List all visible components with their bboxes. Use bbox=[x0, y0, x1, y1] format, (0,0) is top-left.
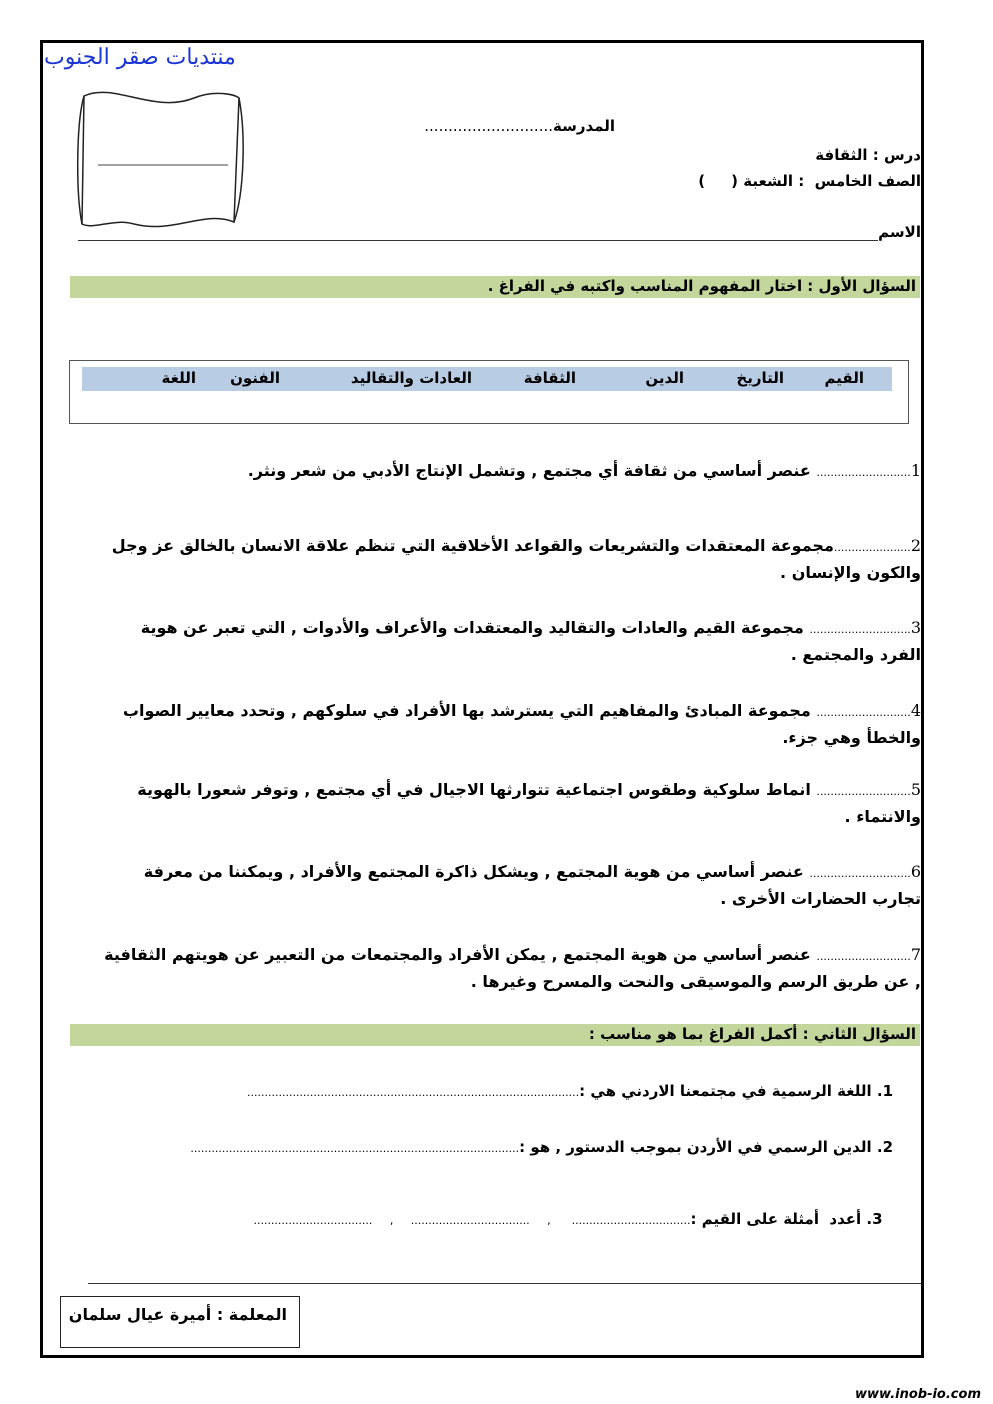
q1-item-7-text: عنصر أساسي من هوية المجتمع , يمكن الأفراد والمجتمعات من التعبير عن هويتهم الثقافية , عن طريق الرسم والموسيقى والنحت والمسرح وغيرها . bbox=[104, 945, 921, 991]
q1-item-6-number: 6 bbox=[910, 862, 921, 881]
scroll-frame-icon bbox=[74, 84, 246, 242]
q2-item-3-blank[interactable]: .................................. , .................................. , .................................. bbox=[253, 1214, 691, 1227]
teacher-name: المعلمة : أميرة عيال سلمان bbox=[68, 1305, 287, 1324]
word-arts: الفنون bbox=[230, 369, 280, 387]
q1-item-4-text: مجموعة المبادئ والمفاهيم التي يسترشد بها الأفراد في سلوكهم , وتحدد معايير الصواب والخطأ وهي جزء. bbox=[122, 701, 921, 747]
question2-title: السؤال الثاني : أكمل الفراغ بما هو مناسب : bbox=[588, 1025, 916, 1043]
question2-band bbox=[70, 1024, 920, 1046]
q2-item-3-number: 3. bbox=[866, 1210, 883, 1228]
q1-item-6-blank[interactable]: ............................. bbox=[809, 867, 911, 880]
q1-item-3-number: 3 bbox=[910, 618, 921, 637]
q1-item-1-text: عنصر أساسي من ثقافة أي مجتمع , وتشمل الإنتاج الأدبي من شعر ونثر. bbox=[247, 461, 817, 480]
q1-item-6-text: عنصر أساسي من هوية المجتمع , ويشكل ذاكرة المجتمع والأفراد , ويمكننا من معرفة تجارب الحضارات الأخرى . bbox=[143, 862, 921, 908]
word-history: التاريخ bbox=[736, 369, 784, 387]
q2-item-1-blank[interactable]: ............................................................................................... bbox=[246, 1086, 580, 1099]
q1-item-2 bbox=[101, 533, 921, 585]
q1-item-4 bbox=[101, 698, 921, 750]
name-label: الاسم bbox=[878, 223, 921, 241]
q1-item-1-number: 1 bbox=[910, 461, 921, 480]
q1-item-7-number: 7 bbox=[910, 945, 921, 964]
q2-item-1-text: اللغة الرسمية في مجتمعنا الاردني هي : bbox=[579, 1082, 872, 1100]
q1-item-2-blank[interactable]: ...................... bbox=[833, 541, 911, 554]
q1-item-2-number: 2 bbox=[910, 536, 921, 555]
word-values: القيم bbox=[824, 369, 864, 387]
q2-item-3 bbox=[253, 1192, 893, 1228]
q2-item-2 bbox=[190, 1138, 893, 1156]
footer-divider bbox=[88, 1283, 921, 1284]
school-blank[interactable]: ........................... bbox=[424, 117, 554, 135]
q2-item-1 bbox=[247, 1082, 893, 1100]
forum-name: منتديات صقر الجنوب bbox=[44, 45, 236, 70]
q1-item-5-number: 5 bbox=[910, 780, 921, 799]
q1-item-2-text: مجموعة المعتقدات والتشريعات والقواعد الأخلاقية التي تنظم علاقة الانسان بالخالق عز وجل والكون والإنسان . bbox=[111, 536, 921, 582]
q1-item-5 bbox=[101, 777, 921, 829]
q1-item-3-blank[interactable]: ............................. bbox=[809, 623, 911, 636]
q2-item-2-number: 2. bbox=[876, 1138, 893, 1156]
q2-item-2-text: الدين الرسمي في الأردن بموجب الدستور , هو : bbox=[519, 1138, 872, 1156]
q1-item-5-blank[interactable]: ........................... bbox=[816, 785, 911, 798]
q2-item-3-text: أعدد أمثلة على القيم : bbox=[690, 1210, 862, 1228]
question1-title: السؤال الأول : اختار المفهوم المناسب واكتبه في الفراغ . bbox=[487, 277, 916, 295]
q1-item-6 bbox=[101, 859, 921, 911]
teacher-box bbox=[60, 1296, 300, 1348]
word-bank-box bbox=[69, 360, 909, 424]
name-line[interactable] bbox=[78, 240, 878, 241]
q1-item-1-blank[interactable]: ........................... bbox=[816, 466, 911, 479]
lesson-title: درس : الثقافة bbox=[815, 146, 921, 164]
q1-item-4-blank[interactable]: ........................... bbox=[816, 706, 911, 719]
q1-item-7-blank[interactable]: ........................... bbox=[816, 950, 911, 963]
word-culture: الثقافة bbox=[523, 369, 576, 387]
grade-section: الصف الخامس : الشعبة ( ) bbox=[698, 172, 921, 190]
word-customs: العادات والتقاليد bbox=[350, 369, 472, 387]
q1-item-5-text: انماط سلوكية وطقوس اجتماعية تتوارثها الاجيال في أي مجتمع , وتوفر شعورا بالهوية والانتماء . bbox=[137, 780, 921, 826]
q1-item-3 bbox=[101, 615, 921, 667]
website-url[interactable]: www.inob-io.com bbox=[855, 1387, 981, 1402]
q1-item-3-text: مجموعة القيم والعادات والتقاليد والمعتقدات والأعراف والأدوات , التي تعبر عن هوية الفرد والمجتمع . bbox=[140, 618, 921, 664]
word-bank-band bbox=[82, 367, 892, 391]
q1-item-1 bbox=[101, 458, 921, 485]
q2-item-2-blank[interactable]: .............................................................................................. bbox=[190, 1142, 520, 1155]
question1-band bbox=[70, 276, 920, 298]
word-religion: الدين bbox=[645, 369, 684, 387]
school-label-text: المدرسة bbox=[553, 117, 615, 135]
q2-item-1-number: 1. bbox=[876, 1082, 893, 1100]
q1-item-4-number: 4 bbox=[910, 701, 921, 720]
word-language: اللغة bbox=[161, 369, 196, 387]
school-label bbox=[424, 117, 615, 135]
q1-item-7 bbox=[101, 942, 921, 994]
